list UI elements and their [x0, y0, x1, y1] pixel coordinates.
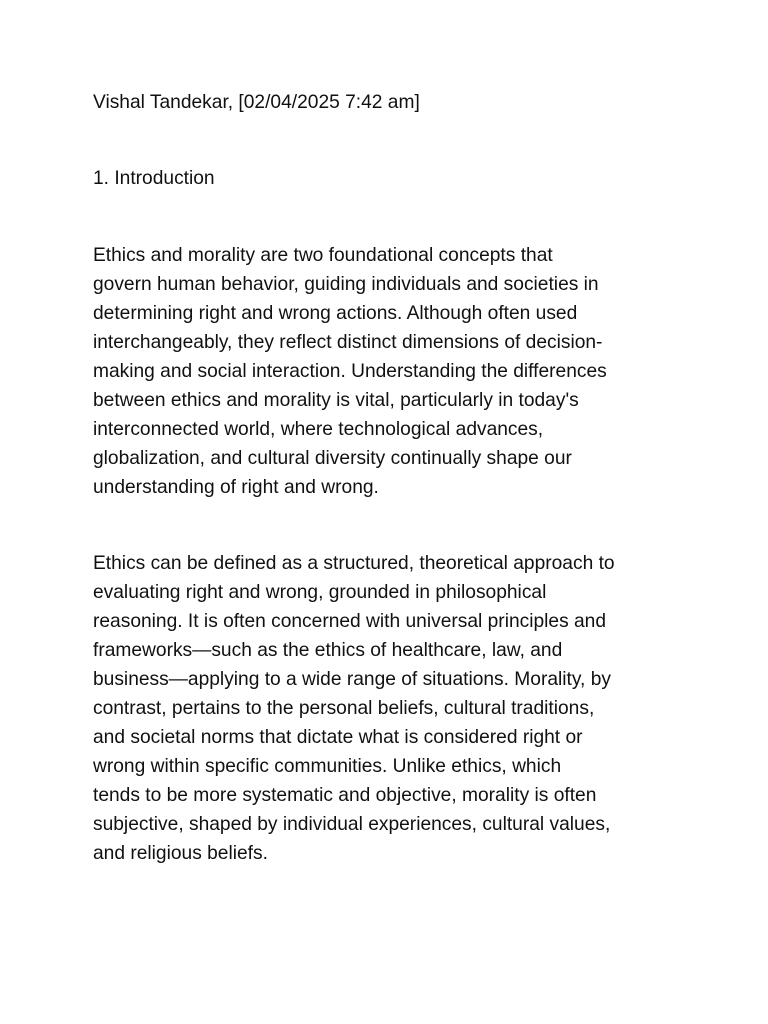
- paragraph-line: between ethics and morality is vital, particularly in today's: [93, 390, 579, 411]
- paragraph-line: determining right and wrong actions. Although often used: [93, 303, 578, 324]
- paragraph-line: tends to be more systematic and objective, morality is often: [93, 785, 597, 806]
- paragraph-line: and religious beliefs.: [93, 843, 268, 864]
- paragraph-line: globalization, and cultural diversity continually shape our: [93, 448, 572, 469]
- paragraph-line: reasoning. It is often concerned with universal principles and: [93, 611, 607, 632]
- paragraph-line: making and social interaction. Understanding the differences: [93, 361, 607, 382]
- paragraph-line: interchangeably, they reflect distinct dimensions of decision-: [93, 332, 603, 353]
- author-timestamp-line: Vishal Tandekar, [02/04/2025 7:42 am]: [93, 92, 420, 113]
- paragraph-line: frameworks—such as the ethics of healthcare, law, and: [93, 640, 563, 661]
- paragraph-line: govern human behavior, guiding individuals and societies in: [93, 274, 599, 295]
- paragraph-line: interconnected world, where technological advances,: [93, 419, 544, 440]
- paragraph-line: Ethics and morality are two foundational concepts that: [93, 245, 553, 266]
- paragraph-line: evaluating right and wrong, grounded in philosophical: [93, 582, 547, 603]
- paragraph-introduction: [93, 241, 693, 502]
- paragraph-line: contrast, pertains to the personal beliefs, cultural traditions,: [93, 698, 595, 719]
- paragraph-line: subjective, shaped by individual experiences, cultural values,: [93, 814, 611, 835]
- paragraph-line: wrong within specific communities. Unlike ethics, which: [93, 756, 562, 777]
- paragraph-ethics-definition: [93, 549, 693, 868]
- paragraph-line: understanding of right and wrong.: [93, 477, 379, 498]
- paragraph-line: and societal norms that dictate what is considered right or: [93, 727, 583, 748]
- paragraph-line: Ethics can be defined as a structured, theoretical approach to: [93, 553, 615, 574]
- paragraph-line: business—applying to a wide range of situations. Morality, by: [93, 669, 611, 690]
- section-heading: 1. Introduction: [93, 168, 215, 189]
